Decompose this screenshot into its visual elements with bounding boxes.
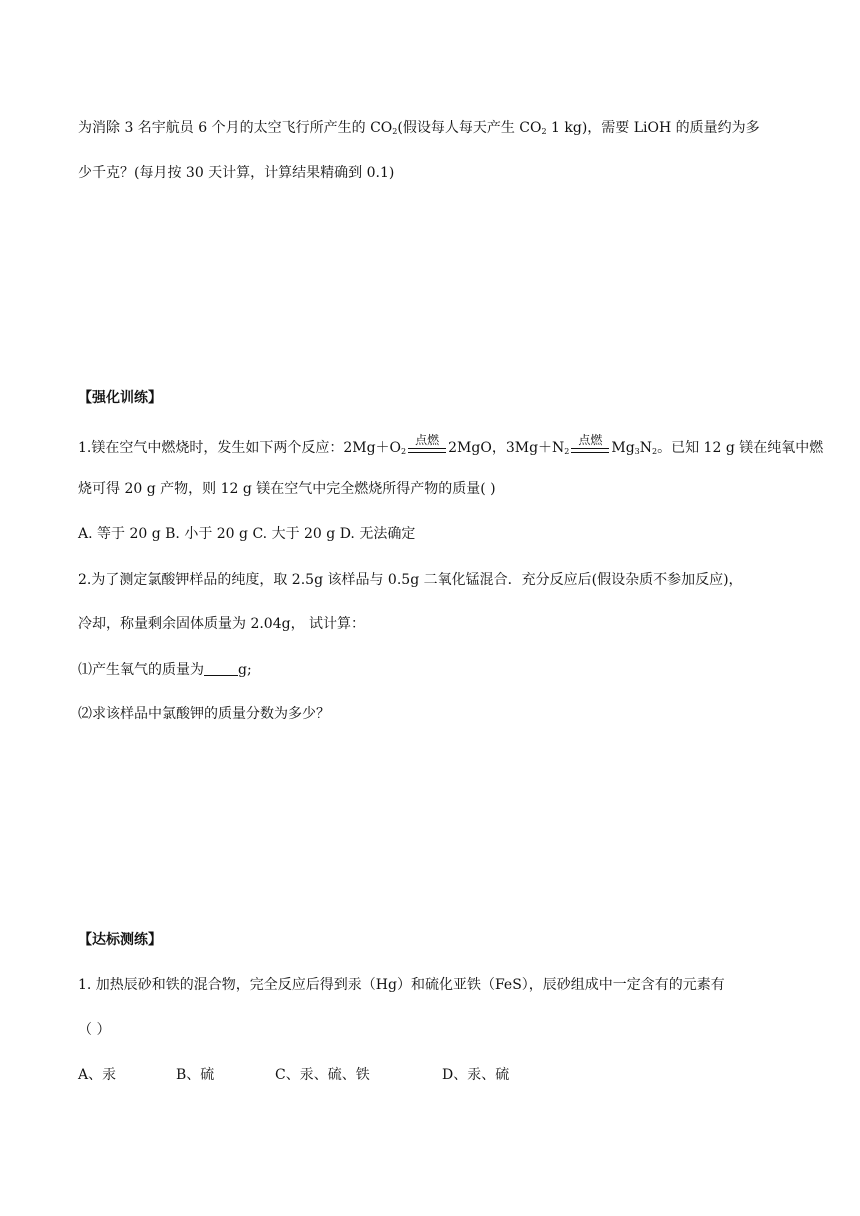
- equation-text: Mg: [611, 440, 635, 456]
- section-heading-standard: 【达标测练】: [78, 932, 162, 948]
- double-line-arrow: [571, 448, 609, 453]
- answer-blank[interactable]: [204, 661, 238, 676]
- problem-intro-line-1: [78, 118, 760, 138]
- intro-text: 为消除 3 名宇航员 6 个月的太空飞行所产生的 CO: [78, 120, 393, 136]
- option-b: B、硫: [176, 1067, 215, 1083]
- q1-line-2: 烧可得 20 g 产物，则 12 g 镁在空气中完全燃烧所得产物的质量( ): [78, 481, 496, 497]
- standard-q1-line-2: （ ）: [78, 1022, 111, 1038]
- equation-text: 1.镁在空气中燃烧时，发生如下两个反应：2Mg＋O: [78, 440, 402, 456]
- option-c: C、汞、硫、铁: [275, 1067, 370, 1083]
- q2-line-1: 2.为了测定氯酸钾样品的纯度，取 2.5g 该样品与 0.5g 二氧化锰混合．充分反应后(假设杂质不参加反应)，: [78, 572, 743, 588]
- subscript: 2: [652, 447, 658, 456]
- equation-text: 。已知 12 g 镁在纯氧中燃: [657, 440, 824, 456]
- subscript: 2: [401, 447, 407, 456]
- reaction-condition: [569, 433, 611, 458]
- intro-text: (假设每人每天产生 CO: [397, 120, 542, 136]
- q2-sub-question-1: [78, 660, 252, 680]
- q1-line-1: [78, 433, 824, 458]
- intro-text: 1 kg)，需要 LiOH 的质量约为多: [546, 120, 760, 136]
- section-heading-reinforce: 【强化训练】: [78, 390, 162, 406]
- equation-text: 2MgO，3Mg＋N: [448, 440, 565, 456]
- condition-label: 点燃: [415, 433, 440, 447]
- subscript: 2: [564, 447, 570, 456]
- option-d: D、汞、硫: [442, 1067, 510, 1083]
- q1-options: A. 等于 20 g B. 小于 20 g C. 大于 20 g D. 无法确定: [78, 526, 416, 542]
- subscript: 3: [634, 447, 640, 456]
- unit-text: g;: [238, 662, 252, 678]
- q2-sub-question-2: ⑵求该样品中氯酸钾的质量分数为多少？: [78, 706, 330, 722]
- condition-label: 点燃: [578, 433, 603, 447]
- subscript: 2: [392, 127, 398, 136]
- reaction-condition: [406, 433, 448, 458]
- q2-line-2: 冷却，称量剩余固体质量为 2.04g， 试计算：: [78, 616, 366, 632]
- option-a: A、汞: [78, 1067, 117, 1083]
- subscript: 2: [541, 127, 547, 136]
- sub-question-text: ⑴产生氧气的质量为: [78, 662, 204, 678]
- standard-q1-line-1: 1. 加热辰砂和铁的混合物，完全反应后得到汞（Hg）和硫化亚铁（FeS），辰砂组成中一定含有的元素有: [78, 977, 725, 993]
- equation-text: N: [639, 440, 653, 456]
- double-line-arrow: [408, 448, 446, 453]
- problem-intro-line-2: 少千克？(每月按 30 天计算，计算结果精确到 0.1): [78, 165, 395, 181]
